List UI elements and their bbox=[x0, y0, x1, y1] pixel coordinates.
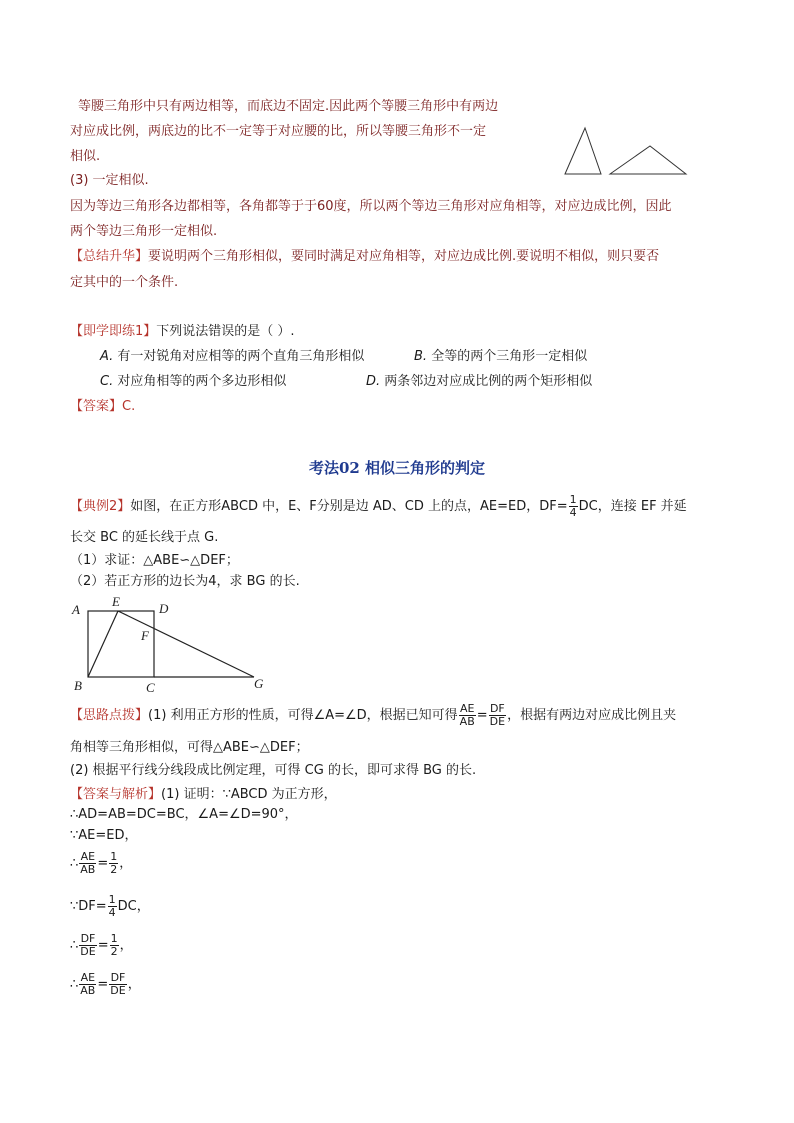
numerator: 1 bbox=[110, 932, 118, 945]
denominator: 2 bbox=[110, 945, 118, 958]
label-c: C bbox=[146, 680, 155, 695]
solution-tag: 【答案与解析】 bbox=[70, 787, 162, 802]
summary-tag: 【总结升华】 bbox=[70, 249, 149, 264]
hint-text: ，根据有两边对应成比例且夹 bbox=[507, 708, 677, 723]
fraction bbox=[110, 933, 119, 958]
fraction bbox=[459, 703, 476, 728]
denominator: DE bbox=[489, 715, 506, 728]
solution-line bbox=[70, 786, 337, 804]
option-letter: D. bbox=[366, 374, 381, 389]
equals-sign: = bbox=[97, 938, 109, 953]
answer-line bbox=[70, 398, 135, 416]
comma: ， bbox=[119, 856, 133, 871]
numerator: AE bbox=[459, 702, 475, 715]
option-a bbox=[100, 348, 364, 366]
option-c bbox=[100, 373, 286, 391]
option-d bbox=[366, 373, 592, 391]
numerator: AE bbox=[80, 850, 96, 863]
example-line: 长交 BC 的延长线于点 G. bbox=[70, 530, 219, 545]
para-line: 相似. bbox=[70, 149, 101, 164]
summary-line: 定其中的一个条件. bbox=[70, 275, 179, 290]
example-tag: 【典例2】 bbox=[70, 499, 131, 514]
fraction bbox=[109, 851, 118, 876]
denominator: 2 bbox=[110, 863, 118, 876]
isosceles-triangles-figure bbox=[560, 122, 692, 178]
denominator: AB bbox=[80, 863, 96, 876]
para-line: 等腰三角形中只有两边相等，而底边不固定.因此两个等腰三角形中有两边 bbox=[78, 99, 499, 114]
section-title: 考法02 相似三角形的判定 bbox=[308, 459, 486, 477]
denominator: 4 bbox=[569, 506, 577, 519]
therefore-symbol: ∴ bbox=[70, 938, 79, 953]
solution-text: (1) 证明：∵ABCD 为正方形， bbox=[161, 787, 337, 802]
example-line bbox=[70, 494, 687, 520]
fraction bbox=[489, 703, 506, 728]
solution-line bbox=[70, 932, 133, 960]
hint-line bbox=[70, 702, 676, 730]
option-letter: A. bbox=[100, 349, 114, 364]
label-g: G bbox=[254, 676, 264, 691]
comma: ， bbox=[119, 938, 133, 953]
option-letter: C. bbox=[100, 374, 114, 389]
equals-sign: = bbox=[97, 977, 109, 992]
numerator: DF bbox=[110, 971, 126, 984]
answer-tag: 【答案】 bbox=[70, 399, 123, 414]
option-text: 两条邻边对应成比例的两个矩形相似 bbox=[384, 374, 593, 389]
fraction bbox=[79, 851, 96, 876]
para-line: 两个等边三角形一定相似. bbox=[70, 224, 218, 239]
numerator: 1 bbox=[108, 893, 116, 906]
label-f: F bbox=[141, 628, 149, 643]
option-text: 对应角相等的两个多边形相似 bbox=[117, 374, 287, 389]
numerator: 1 bbox=[569, 493, 577, 506]
solution-line: ∴AD=AB=DC=BC，∠A=∠D=90°， bbox=[70, 807, 298, 822]
equals-sign: = bbox=[97, 856, 109, 871]
practice-tag: 【即学即练1】 bbox=[70, 324, 157, 339]
solution-line bbox=[70, 971, 141, 999]
hint-line: (2) 根据平行线分线段成比例定理，可得 CG 的长，即可求得 BG 的长. bbox=[70, 763, 477, 778]
segment-eg bbox=[118, 611, 254, 677]
para-line: (3) 一定相似. bbox=[70, 173, 149, 188]
triangle-2 bbox=[610, 146, 686, 174]
denominator: AB bbox=[459, 715, 475, 728]
hint-line: 角相等三角形相似，可得△ABE∽△DEF； bbox=[70, 740, 309, 755]
practice-question bbox=[70, 323, 295, 341]
option-text: 有一对锐角对应相等的两个直角三角形相似 bbox=[117, 349, 365, 364]
denominator: 4 bbox=[108, 906, 116, 919]
option-letter: B. bbox=[414, 349, 428, 364]
fraction bbox=[108, 894, 117, 919]
practice-text: 下列说法错误的是（ ）. bbox=[156, 324, 295, 339]
numerator: AE bbox=[80, 971, 96, 984]
para-line: 因为等边三角形各边都相等，各角都等于于60度，所以两个等边三角形对应角相等，对应边成比例，因此 bbox=[70, 199, 672, 214]
example-question-1: （1）求证：△ABE∽△DEF； bbox=[70, 553, 239, 568]
equals-sign: = bbox=[476, 708, 488, 723]
example-text: 如图，在正方形ABCD 中，E、F分别是边 AD、CD 上的点，AE=ED，DF= bbox=[130, 499, 568, 514]
denominator: AB bbox=[80, 984, 96, 997]
denominator: DE bbox=[110, 984, 126, 997]
therefore-symbol: ∴ bbox=[70, 977, 79, 992]
example-question-2: （2）若正方形的边长为4，求 BG 的长. bbox=[70, 574, 300, 589]
label-d: D bbox=[159, 601, 169, 616]
example-text: DC，连接 EF 并延 bbox=[578, 499, 687, 514]
option-text: 全等的两个三角形一定相似 bbox=[431, 349, 588, 364]
para-line: 对应成比例，两底边的比不一定等于对应腰的比，所以等腰三角形不一定 bbox=[70, 124, 487, 139]
numerator: 1 bbox=[110, 850, 118, 863]
answer-text: C. bbox=[122, 399, 136, 414]
hint-text: (1) 利用正方形的性质，可得∠A=∠D，根据已知可得 bbox=[148, 708, 458, 723]
square-abcd bbox=[88, 611, 154, 677]
square-geometry-figure bbox=[68, 596, 278, 696]
segment-be bbox=[88, 611, 118, 677]
hint-tag: 【思路点拨】 bbox=[70, 708, 149, 723]
option-b bbox=[414, 348, 587, 366]
denominator: DE bbox=[80, 945, 96, 958]
solution-line bbox=[70, 893, 150, 921]
triangle-1 bbox=[565, 128, 601, 174]
therefore-symbol: ∴ bbox=[70, 856, 79, 871]
solution-line: ∵AE=ED， bbox=[70, 828, 138, 843]
label-b: B bbox=[74, 678, 82, 693]
summary-text: 要说明两个三角形相似，要同时满足对应角相等，对应边成比例.要说明不相似，则只要否 bbox=[148, 249, 660, 264]
numerator: DF bbox=[80, 932, 96, 945]
fraction bbox=[79, 972, 96, 997]
fraction bbox=[79, 933, 96, 958]
solution-line bbox=[70, 850, 132, 878]
numerator: DF bbox=[489, 702, 505, 715]
fraction bbox=[569, 494, 578, 519]
fraction bbox=[109, 972, 126, 997]
summary-line bbox=[70, 248, 659, 266]
label-a: A bbox=[72, 602, 80, 617]
solution-text: DC， bbox=[117, 899, 150, 914]
because-text: ∵DF= bbox=[70, 899, 107, 914]
label-e: E bbox=[112, 596, 120, 609]
comma: ， bbox=[127, 977, 141, 992]
